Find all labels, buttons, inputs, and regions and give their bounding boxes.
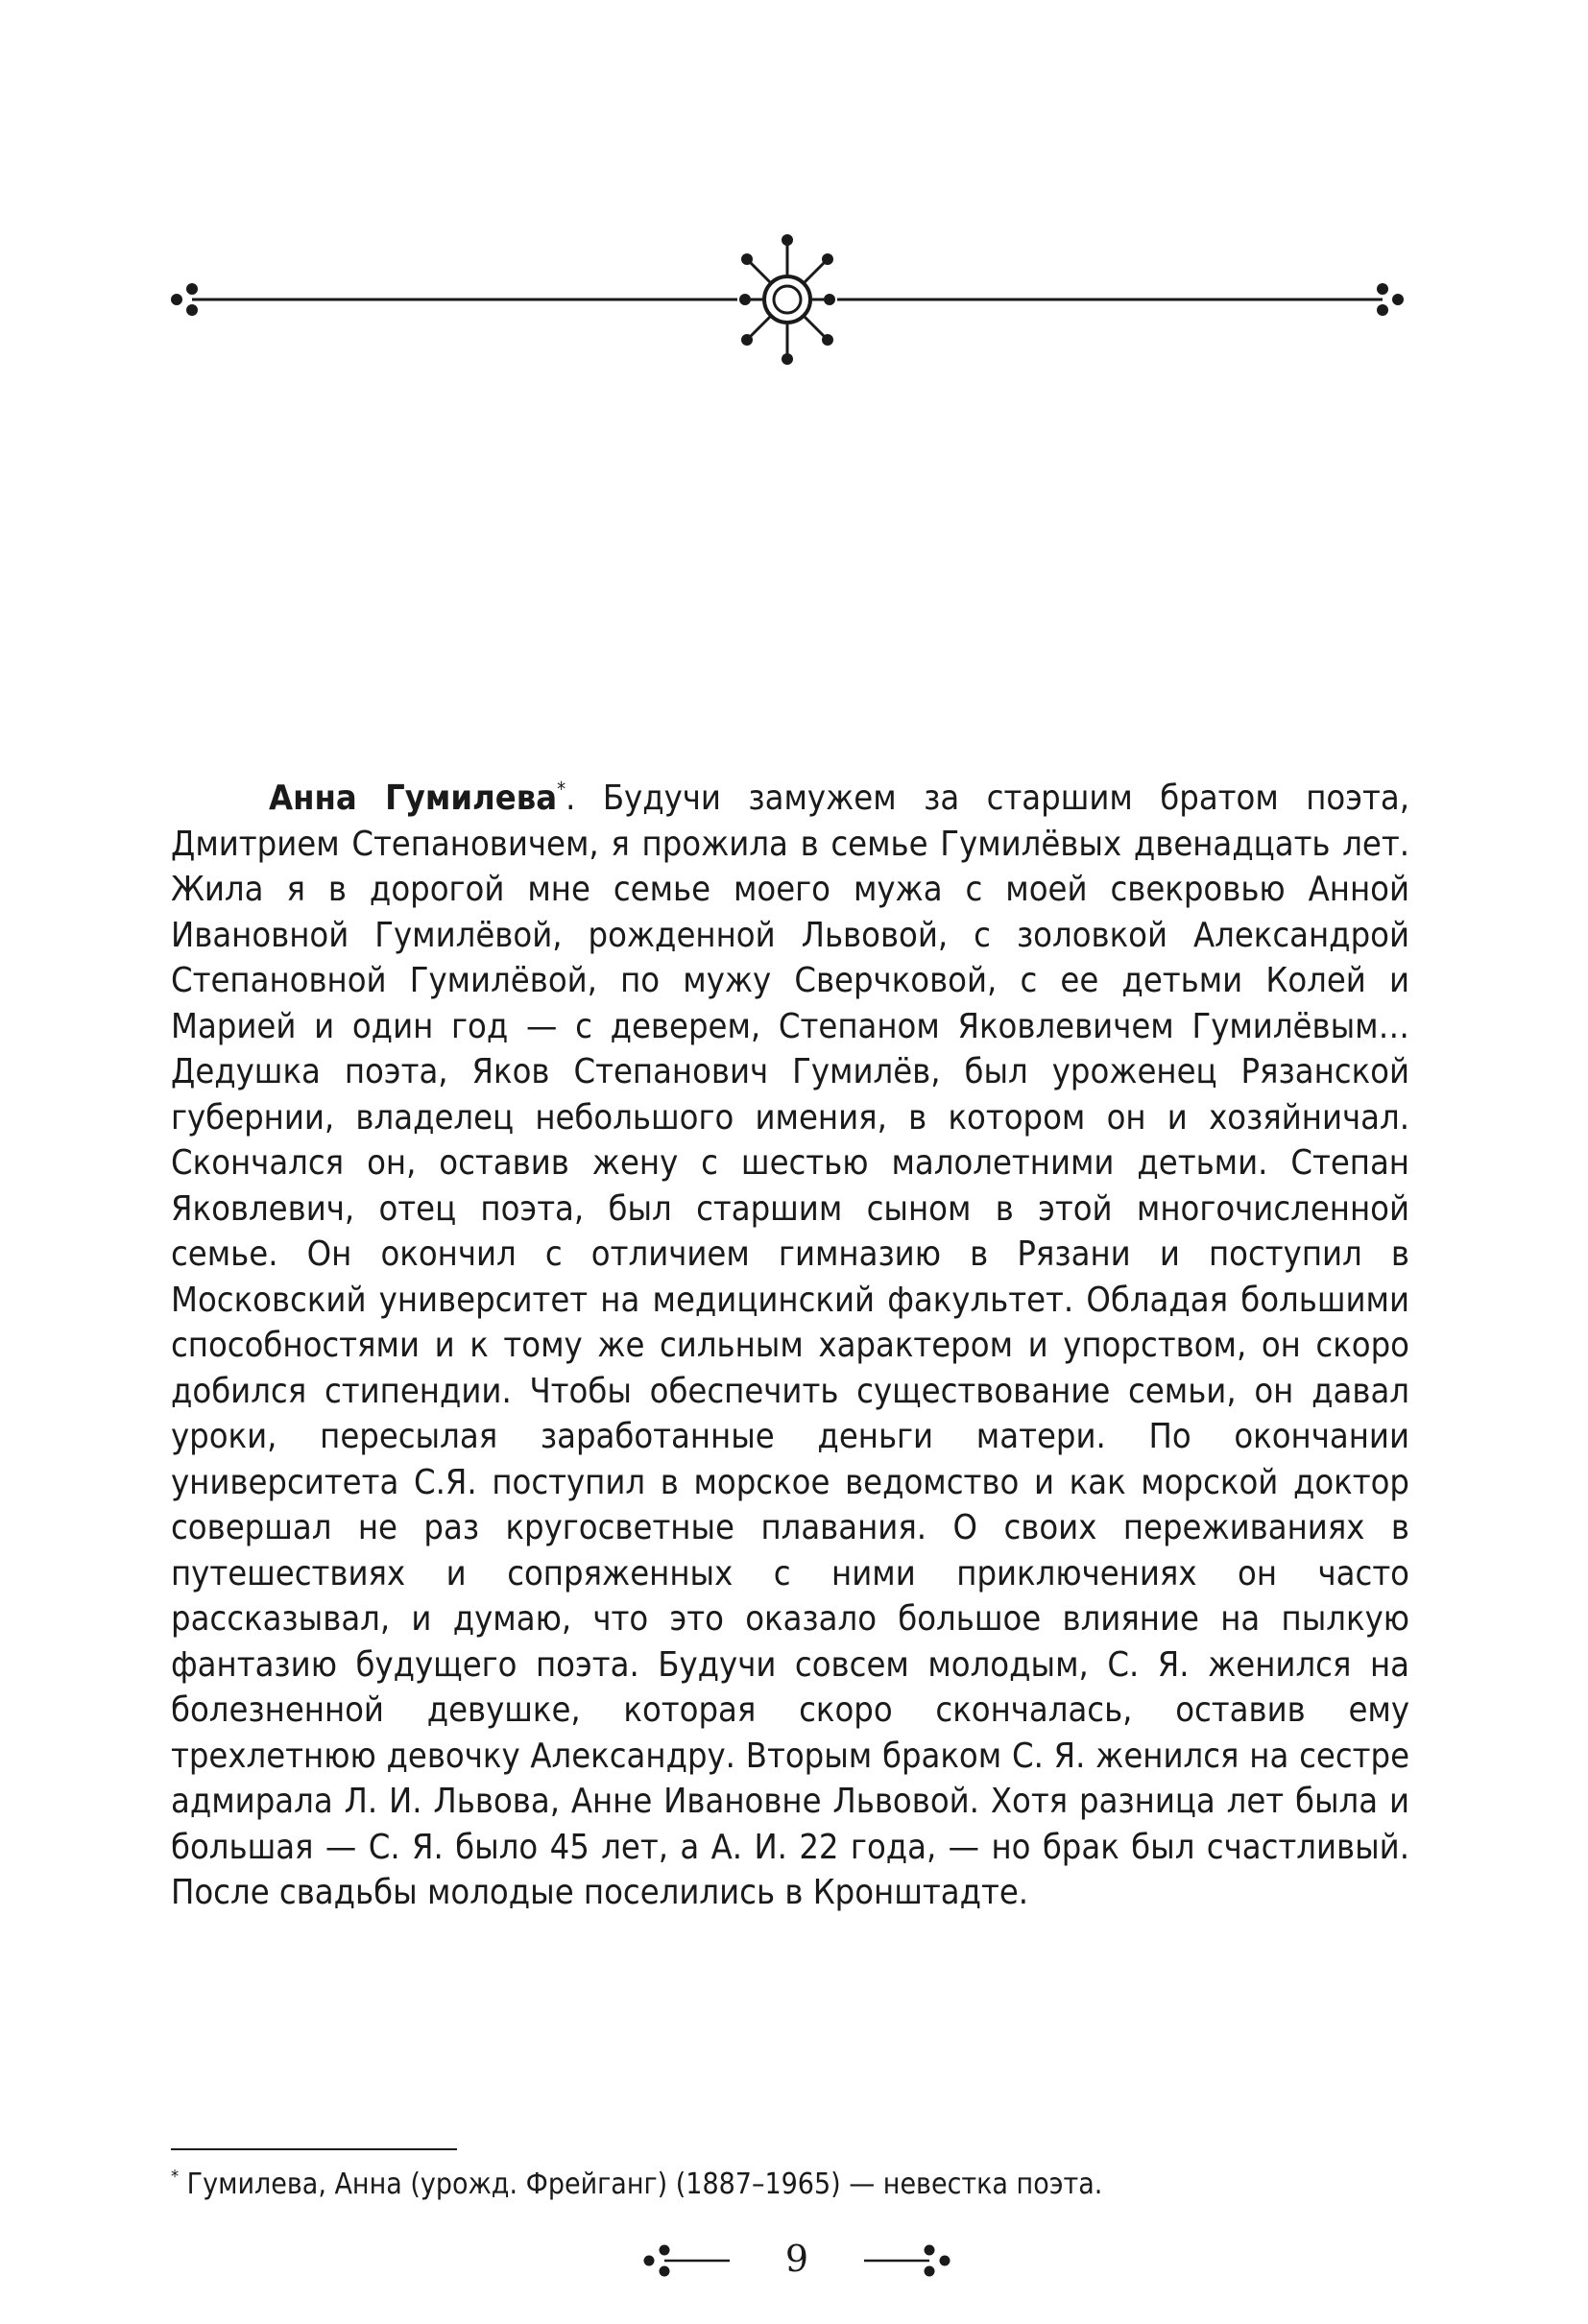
sun-divider-icon bbox=[163, 230, 1411, 374]
footnote bbox=[171, 2166, 1409, 2204]
footnote-text: Гумилева, Анна (урожд. Фрейганг) (1887–1965) — невестка поэта. bbox=[179, 2168, 1103, 2201]
author-name: Анна Гумилева bbox=[269, 779, 558, 818]
paragraph-text: . Будучи замужем за старшим братом поэта, Дмитрием Степановичем, я прожила в семье Гумилёвых двенадцать лет. Жила я в дорогой мне семье моего мужа с моей свекровью Анной Ивановной Гумилёвой, рожденной Львовой, с золовкой Александрой Степановной Гумилёвой, по мужу Сверчковой, с ее детьми Колей и Марией и один год — с деверем, Степаном Яковлевичем Гумилёвым… Дедушка поэта, Яков Степанович Гумилёв, был уроженец Рязанской губернии, владелец небольшого имения, в котором он и хозяйничал. Скончался он, оставив жену с шестью малолетними детьми. Степан Яковлевич, отец поэта, был старшим сыном в этой многочисленной семье. Он окончил с отличием гимназию в Рязани и поступил в Московский университет на медицинский факультет. Обладая большими способностями и к тому же сильным характером и упорством, он скоро добился стипендии. Чтобы обеспечить существование семьи, он давал уроки, пересылая заработанные деньги матери. По окончании университета С.Я. поступил в морское ведомство и как морской доктор совершал не раз кругосветные плавания. О своих переживаниях в путешествиях и сопряженных с ними приключениях он часто рассказывал, и думаю, что это оказало большое влияние на пылкую фантазию будущего поэта. Будучи совсем молодым, С. Я. женился на болезненной девушке, которая скоро скончалась, оставив ему трехлетнюю девочку Александру. Вторым браком С. Я. женился на сестре адмирала Л. И. Львова, Анне Ивановне Львовой. Хотя разница лет была и большая — С. Я. было 45 лет, а А. И. 22 года, — но брак был счастливый. После свадьбы молодые поселились в Кронштадте. bbox=[171, 779, 1409, 1912]
footnote-divider bbox=[171, 2148, 457, 2150]
page-number: 9 bbox=[784, 2238, 809, 2280]
footnote-marker-bottom: * bbox=[171, 2167, 180, 2187]
footnote-marker: * bbox=[557, 778, 566, 801]
page-footer bbox=[634, 2232, 960, 2289]
main-paragraph bbox=[171, 776, 1409, 1916]
